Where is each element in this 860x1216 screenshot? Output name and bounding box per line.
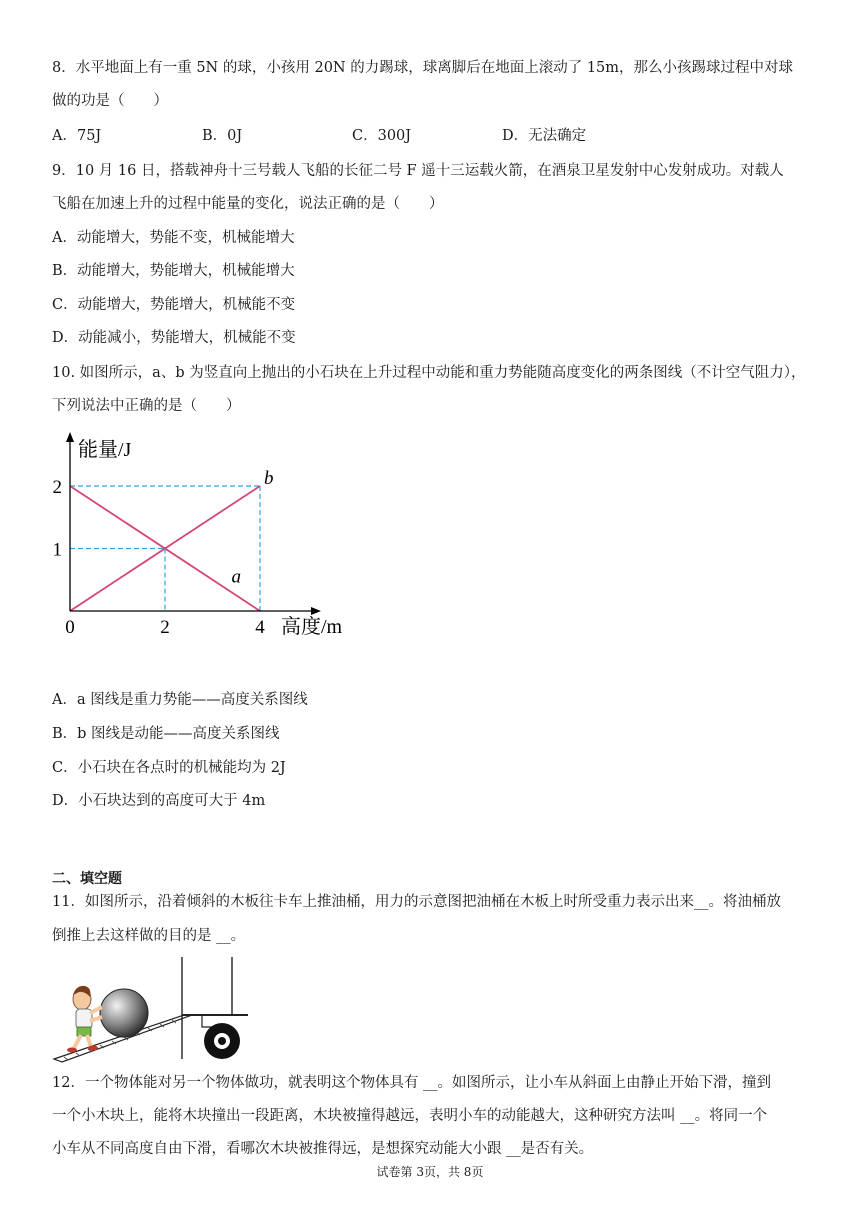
y-axis-arrow <box>66 432 74 442</box>
q9-stem-line1: 9．10 月 16 日，搭载神舟十三号载人飞船的长征二号 F 遥十三运载火箭，在酒泉卫星发射中心发射成功。对载人 <box>52 163 784 179</box>
q10-option-b[interactable]: B．b 图线是动能——高度关系图线 <box>52 726 280 742</box>
x-axis-arrow <box>311 607 321 615</box>
x-tick-label-2: 2 <box>160 617 170 638</box>
series-label-a: a <box>231 566 241 588</box>
x-tick-label-4: 4 <box>255 617 265 638</box>
series-label-b: b <box>264 468 274 489</box>
oil-drum <box>100 989 148 1037</box>
q11-stem-line2: 倒推上去这样做的目的是 __。 <box>52 928 246 944</box>
q10-stem-line1: 10. 如图所示，a、b 为竖直向上抛出的小石块在上升过程中动能和重力势能随高度变化的两条图线（不计空气阻力）， <box>52 365 806 381</box>
q11-stem-line1: 11．如图所示，沿着倾斜的木板往卡车上推油桶，用力的示意图把油桶在木板上时所受重力表示出来__。将油桶放 <box>52 894 781 910</box>
q10-option-d[interactable]: D．小石块达到的高度可大于 4m <box>52 793 266 809</box>
section-title: 二、填空题 <box>52 871 122 887</box>
q9-option-a[interactable]: A．动能增大，势能不变，机械能增大 <box>52 230 295 246</box>
q8-option-a[interactable]: A．75J <box>52 128 102 144</box>
x-tick-label-0: 0 <box>65 617 75 638</box>
x-axis-label: 高度/m <box>281 616 343 638</box>
page-footer: 试卷第 3页，共 8页 <box>376 1165 484 1179</box>
q8-option-c[interactable]: C．300J <box>352 128 412 144</box>
truck-ramp-figure <box>52 955 262 1065</box>
energy-height-chart <box>40 428 360 658</box>
q12-stem-line2: 一个小木块上，能将木块撞出一段距离，木块被撞得越远，表明小车的动能越大，这种研究方法叫 __。将同一个 <box>52 1108 768 1124</box>
y-tick-label-1: 1 <box>52 539 62 561</box>
y-tick-label-2: 2 <box>52 477 62 498</box>
q9-option-d[interactable]: D．动能减小，势能增大，机械能不变 <box>52 330 296 346</box>
q8-option-d[interactable]: D．无法确定 <box>502 128 587 144</box>
q9-stem-line2: 飞船在加速上升的过程中能量的变化，说法正确的是（ ） <box>52 196 444 212</box>
q8-stem-line1: 8．水平地面上有一重 5N 的球，小孩用 20N 的力踢球，球离脚后在地面上滚动了 15m，那么小孩踢球过程中对球 <box>52 60 794 76</box>
q12-stem-line1: 12．一个物体能对另一个物体做功，就表明这个物体具有 __。如图所示，让小车从斜面上由静止开始下滑，撞到 <box>52 1075 772 1091</box>
y-axis-label: 能量/J <box>78 439 132 461</box>
truck-wheel-axle <box>218 1037 226 1045</box>
q10-stem-line2: 下列说法中正确的是（ ） <box>52 398 241 414</box>
q8-option-b[interactable]: B．0J <box>202 128 243 144</box>
truck-fender <box>202 1015 212 1027</box>
q9-option-b[interactable]: B．动能增大，势能增大，机械能增大 <box>52 263 295 279</box>
q8-stem-line2: 做的功是（ ） <box>52 93 168 109</box>
q10-option-c[interactable]: C．小石块在各点时的机械能均为 2J <box>52 760 286 776</box>
q10-option-a[interactable]: A．a 图线是重力势能——高度关系图线 <box>52 692 308 708</box>
boy-pushing-figure <box>67 986 102 1053</box>
q12-stem-line3: 小车从不同高度自由下滑，看哪次木块被推得远，是想探究动能大小跟 __是否有关。 <box>52 1141 594 1157</box>
q9-option-c[interactable]: C．动能增大，势能增大，机械能不变 <box>52 297 296 313</box>
